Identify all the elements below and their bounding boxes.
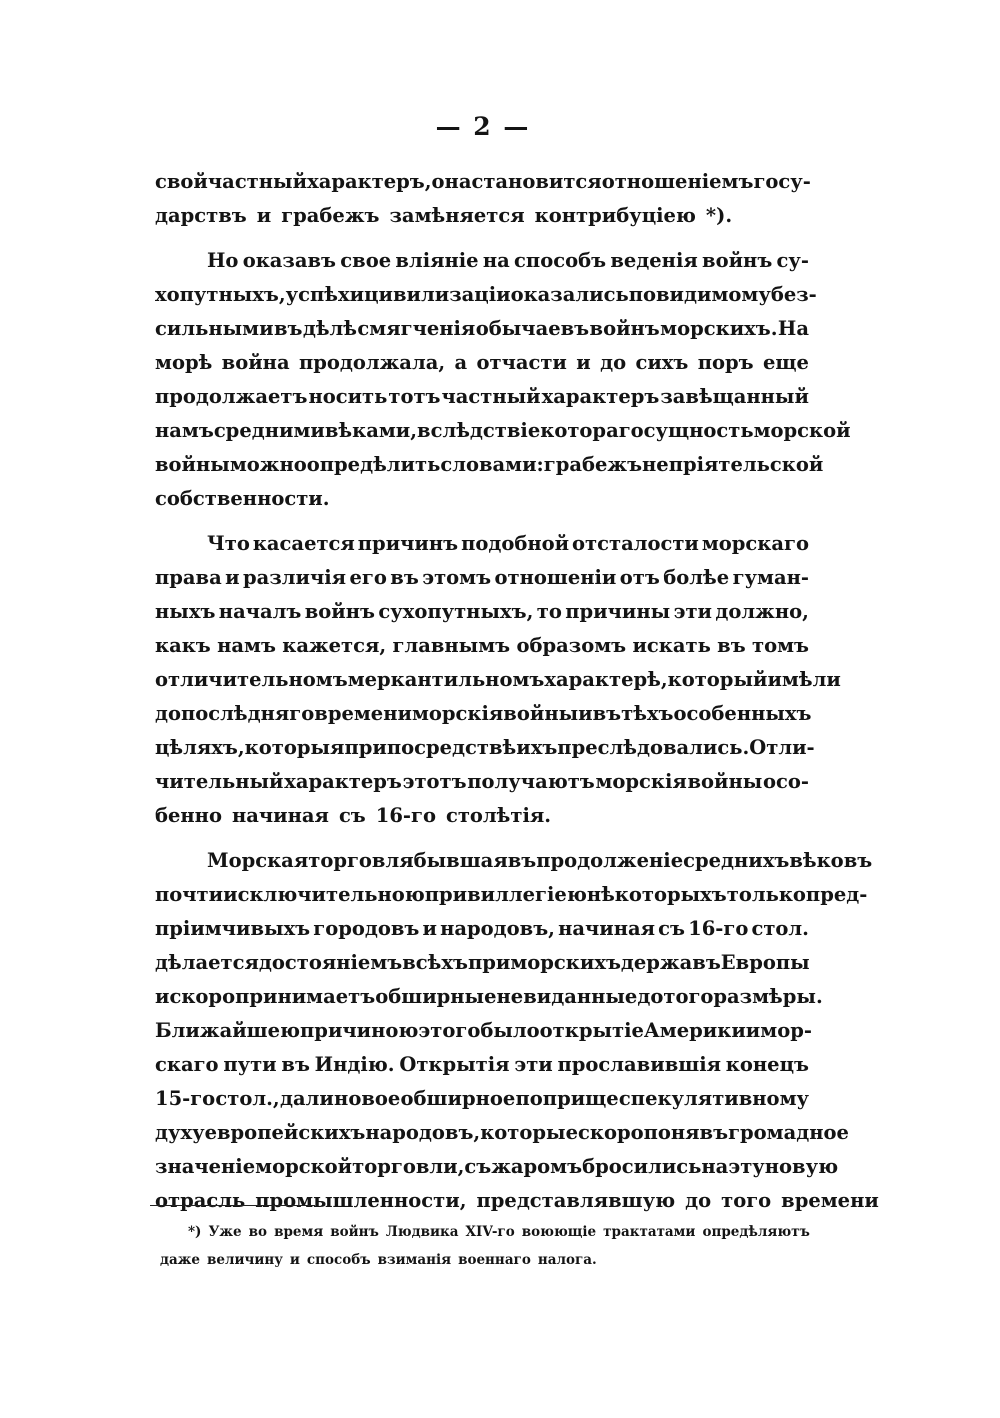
word: въ <box>281 1053 310 1076</box>
word: различія <box>243 566 347 589</box>
word: значеніе <box>155 1155 256 1178</box>
word: дарствъ <box>155 204 247 227</box>
word: скоро <box>169 985 236 1008</box>
word: послѣдняго <box>181 702 315 725</box>
word: главнымъ <box>392 634 511 657</box>
word: принимаетъ <box>235 985 376 1008</box>
text-line <box>155 1014 812 1048</box>
word: и <box>422 917 437 940</box>
word: госу- <box>753 170 811 193</box>
footnote <box>160 1218 810 1274</box>
word: началъ <box>218 600 302 623</box>
word: свой <box>155 170 208 193</box>
word: война <box>221 351 290 374</box>
word: войнъ <box>330 1224 379 1240</box>
word: бросились <box>582 1155 702 1178</box>
paragraph-gap <box>155 233 809 244</box>
word: кажется, <box>282 634 387 657</box>
word: въ <box>592 702 622 725</box>
word: Уже <box>208 1224 242 1240</box>
word: величину <box>206 1252 283 1268</box>
word: сильными <box>155 317 274 340</box>
word: эти <box>514 1053 553 1076</box>
word: грабежъ <box>543 453 643 476</box>
word: морѣ <box>155 351 213 374</box>
word: до <box>637 985 664 1008</box>
text-line <box>155 799 809 833</box>
word: успѣхи <box>285 283 365 306</box>
word: должно, <box>715 600 809 623</box>
word: достояніемъ <box>258 951 403 974</box>
word: опредѣляютъ <box>702 1224 810 1240</box>
word: до <box>600 351 627 374</box>
word: и <box>225 566 240 589</box>
word: без- <box>770 283 817 306</box>
word: 15-го <box>155 1087 216 1110</box>
word: время <box>274 1224 324 1240</box>
word: вліяніе <box>395 249 479 272</box>
word: вѣками, <box>324 419 418 442</box>
word: обширные <box>375 985 497 1008</box>
text-line <box>155 663 841 697</box>
word: эту <box>728 1155 765 1178</box>
text-line <box>155 1150 839 1184</box>
word: пред- <box>805 883 868 906</box>
word: новое <box>334 1087 401 1110</box>
word: морской <box>255 1155 353 1178</box>
text-line <box>155 482 809 516</box>
word: особенныхъ <box>673 702 812 725</box>
word: войны <box>503 702 579 725</box>
word: воюющіе <box>521 1224 597 1240</box>
text-line <box>155 629 809 663</box>
word: которые <box>480 1121 578 1144</box>
word: вѣковъ <box>789 849 873 872</box>
word: отношеніемъ <box>601 170 754 193</box>
word: ихъ <box>516 736 558 759</box>
word: державъ <box>620 951 721 974</box>
word: начиная <box>558 917 656 940</box>
word: и <box>256 204 272 227</box>
word: времени <box>314 702 412 725</box>
word: частный <box>441 385 541 408</box>
text-line <box>155 844 873 878</box>
word: и <box>576 351 591 374</box>
text-line <box>155 1048 809 1082</box>
word: народовъ, <box>440 917 555 940</box>
word: контрибуціею <box>534 204 696 227</box>
paragraph-gap <box>155 516 809 527</box>
word: сухопутныхъ, <box>378 600 534 623</box>
paragraph-gap <box>155 833 809 844</box>
word: до <box>685 1189 712 1212</box>
word: отъ <box>619 566 660 589</box>
word: На <box>777 317 809 340</box>
word: войнъ <box>589 317 660 340</box>
word: гуман- <box>732 566 809 589</box>
word: характеръ <box>284 770 402 793</box>
word: касается <box>252 532 355 555</box>
word: а <box>454 351 468 374</box>
word: дѣлается <box>155 951 259 974</box>
text-line <box>155 731 815 765</box>
word: обширное <box>400 1087 516 1110</box>
footnote-line <box>160 1218 810 1246</box>
word: вслѣдствіе <box>417 419 541 442</box>
word: хопутныхъ, <box>155 283 286 306</box>
text-line <box>155 448 824 482</box>
word: образомъ <box>516 634 627 657</box>
word: который <box>667 668 768 691</box>
word: военнаго <box>458 1252 531 1268</box>
word: *). <box>705 204 733 227</box>
word: размѣры. <box>713 985 823 1008</box>
word: войны <box>687 770 763 793</box>
word: торговля <box>308 849 414 872</box>
word: этомъ <box>422 566 492 589</box>
word: бенно <box>155 804 222 827</box>
word: морскаго <box>701 532 809 555</box>
word: искать <box>632 634 711 657</box>
word: его <box>349 566 387 589</box>
word: намъ <box>217 634 276 657</box>
word: причиною <box>300 1019 419 1042</box>
word: въ <box>273 317 303 340</box>
word: оказались <box>510 283 629 306</box>
word: взиманія <box>377 1252 452 1268</box>
word: повидимому <box>628 283 771 306</box>
word: словами: <box>440 453 544 476</box>
word: становится <box>471 170 602 193</box>
word: поприще <box>515 1087 619 1110</box>
word: при <box>344 736 387 759</box>
word: торговли, <box>352 1155 465 1178</box>
word: дали <box>279 1087 334 1110</box>
text-line <box>155 1184 879 1218</box>
word: этотъ <box>402 770 467 793</box>
word: тѣхъ <box>621 702 674 725</box>
word: европейскихъ <box>204 1121 366 1144</box>
word: Индію. <box>314 1053 395 1076</box>
word: Америки <box>643 1019 746 1042</box>
word: того <box>721 1189 772 1212</box>
word: оказавъ <box>242 249 337 272</box>
text-line <box>155 1116 849 1150</box>
paragraph <box>155 165 809 233</box>
text-line <box>155 244 809 278</box>
word: носить <box>308 385 388 408</box>
word: причины <box>565 600 671 623</box>
word: и <box>578 702 593 725</box>
text-line <box>155 878 868 912</box>
word: способъ <box>306 1252 371 1268</box>
word: непріятельской <box>642 453 824 476</box>
word: стол. <box>751 917 809 940</box>
word: съ <box>338 804 366 827</box>
word: въ <box>717 634 746 657</box>
word: въ <box>507 849 537 872</box>
word: привиллегіею <box>424 883 587 906</box>
body-text <box>155 165 879 1218</box>
word: грабежъ <box>281 204 380 227</box>
text-line <box>155 912 809 946</box>
word: 16-го <box>688 917 749 940</box>
text-line <box>155 278 817 312</box>
word: войнъ <box>702 249 773 272</box>
word: начиная <box>231 804 329 827</box>
word: замѣняется <box>389 204 525 227</box>
word: съ <box>464 1155 492 1178</box>
text-line <box>155 697 812 731</box>
word: съ <box>658 917 686 940</box>
page-number: — 2 — <box>435 112 531 141</box>
word: только <box>726 883 806 906</box>
word: еще <box>762 351 809 374</box>
word: Людвика <box>385 1224 459 1240</box>
word: времени <box>781 1189 879 1212</box>
word: новую <box>764 1155 839 1178</box>
word: морскія <box>411 702 504 725</box>
text-line <box>155 380 809 414</box>
text-line <box>155 346 809 380</box>
word: стол., <box>215 1087 280 1110</box>
word: на <box>701 1155 729 1178</box>
word: которыя <box>244 736 345 759</box>
word: продолжала, <box>298 351 446 374</box>
word: характерѣ, <box>544 668 668 691</box>
word: цѣляхъ, <box>155 736 245 759</box>
word: имѣли <box>767 668 841 691</box>
word: и <box>155 985 170 1008</box>
word: отношеніи <box>494 566 617 589</box>
word: отсталости <box>572 532 699 555</box>
paragraph <box>155 527 841 833</box>
footnote-line <box>160 1246 810 1274</box>
word: отрасль <box>155 1189 246 1212</box>
word: характеръ, <box>307 170 432 193</box>
word: морской <box>753 419 851 442</box>
word: причинъ <box>357 532 459 555</box>
word: этого <box>418 1019 481 1042</box>
word: Ближайшею <box>155 1019 301 1042</box>
word: пути <box>223 1053 277 1076</box>
word: какъ <box>155 634 211 657</box>
word: XIV-го <box>465 1224 515 1240</box>
word: трактатами <box>603 1224 696 1240</box>
word: намъ <box>155 419 214 442</box>
text-line <box>155 414 851 448</box>
word: войнъ <box>304 600 375 623</box>
word: права <box>155 566 222 589</box>
text-line <box>155 165 809 199</box>
word: средними <box>213 419 325 442</box>
word: су- <box>776 249 809 272</box>
word: собственности. <box>155 487 330 510</box>
word: тотъ <box>388 385 441 408</box>
word: спекулятивному <box>618 1087 809 1110</box>
word: сихъ <box>635 351 689 374</box>
word: пріимчивыхъ <box>155 917 311 940</box>
text-line <box>155 595 809 629</box>
text-line <box>155 1082 809 1116</box>
word: морскихъ. <box>660 317 778 340</box>
word: опредѣлить <box>306 453 441 476</box>
word: до <box>155 702 182 725</box>
word: свое <box>340 249 392 272</box>
word: можно <box>229 453 307 476</box>
word: обычаевъ <box>475 317 590 340</box>
word: среднихъ <box>683 849 790 872</box>
word: налога. <box>537 1252 597 1268</box>
word: въ <box>390 566 419 589</box>
word: Морская <box>207 849 309 872</box>
word: получаютъ <box>467 770 595 793</box>
word: народовъ, <box>365 1121 481 1144</box>
word: посредствѣ <box>386 736 517 759</box>
word: прославившія <box>557 1053 722 1076</box>
word: скаго <box>155 1053 219 1076</box>
word: Но <box>207 249 239 272</box>
word: войны <box>155 453 230 476</box>
word: цивилизаціи <box>364 283 511 306</box>
word: невиданные <box>496 985 638 1008</box>
word: городовъ <box>313 917 420 940</box>
word: 16-го <box>375 804 436 827</box>
word: эти <box>673 600 713 623</box>
word: приморскихъ <box>467 951 621 974</box>
word: Что <box>207 532 250 555</box>
word: на <box>482 249 510 272</box>
word: понявъ <box>643 1121 729 1144</box>
paragraph <box>155 244 851 516</box>
word: чительный <box>155 770 284 793</box>
word: смягченія <box>357 317 476 340</box>
word: исключительною <box>223 883 425 906</box>
word: котораго <box>540 419 644 442</box>
text-line <box>155 980 823 1014</box>
paragraph <box>155 844 879 1218</box>
word: нѣкоторыхъ <box>586 883 727 906</box>
word: промышленности, <box>255 1189 467 1212</box>
word: во <box>248 1224 268 1240</box>
word: завѣщанный <box>660 385 809 408</box>
word: даже <box>160 1252 200 1268</box>
word: дѣлѣ <box>302 317 358 340</box>
word: громадное <box>728 1121 849 1144</box>
word: жаромъ <box>491 1155 583 1178</box>
word: то <box>536 600 562 623</box>
word: поръ <box>697 351 754 374</box>
text-line <box>155 561 809 595</box>
word: осо- <box>763 770 809 793</box>
word: морскія <box>595 770 687 793</box>
word: отличительномъ <box>155 668 348 691</box>
word: мор- <box>760 1019 812 1042</box>
text-line <box>155 946 809 980</box>
word: скоро <box>577 1121 644 1144</box>
word: всѣхъ <box>402 951 468 974</box>
text-line <box>155 312 809 346</box>
text-line <box>155 199 809 233</box>
word: и <box>745 1019 761 1042</box>
word: представлявшую <box>476 1189 676 1212</box>
word: подобной <box>461 532 570 555</box>
word: Открытія <box>399 1053 510 1076</box>
word: столѣтія. <box>445 804 552 827</box>
word: почти <box>155 883 224 906</box>
word: продолжаетъ <box>155 385 308 408</box>
word: бывшая <box>413 849 508 872</box>
word: отчасти <box>476 351 567 374</box>
word: того <box>663 985 714 1008</box>
word: преслѣдовались. <box>557 736 750 759</box>
word: духу <box>155 1121 205 1144</box>
word: продолженіе <box>536 849 684 872</box>
word: способъ <box>514 249 607 272</box>
word: *) <box>188 1224 202 1240</box>
word: Отли- <box>749 736 815 759</box>
word: она <box>431 170 472 193</box>
word: веденія <box>610 249 698 272</box>
word: Европы <box>720 951 810 974</box>
word: открытіе <box>539 1019 644 1042</box>
word: конецъ <box>725 1053 809 1076</box>
word: болѣе <box>663 566 730 589</box>
word: было <box>480 1019 540 1042</box>
text-line <box>155 765 809 799</box>
word: частный <box>207 170 308 193</box>
word: меркантильномъ <box>347 668 545 691</box>
word: томъ <box>751 634 809 657</box>
word: сущность <box>643 419 754 442</box>
text-line <box>155 527 809 561</box>
word: ныхъ <box>155 600 216 623</box>
word: и <box>289 1252 300 1268</box>
word: характеръ <box>541 385 660 408</box>
footnote-divider <box>150 1205 315 1206</box>
